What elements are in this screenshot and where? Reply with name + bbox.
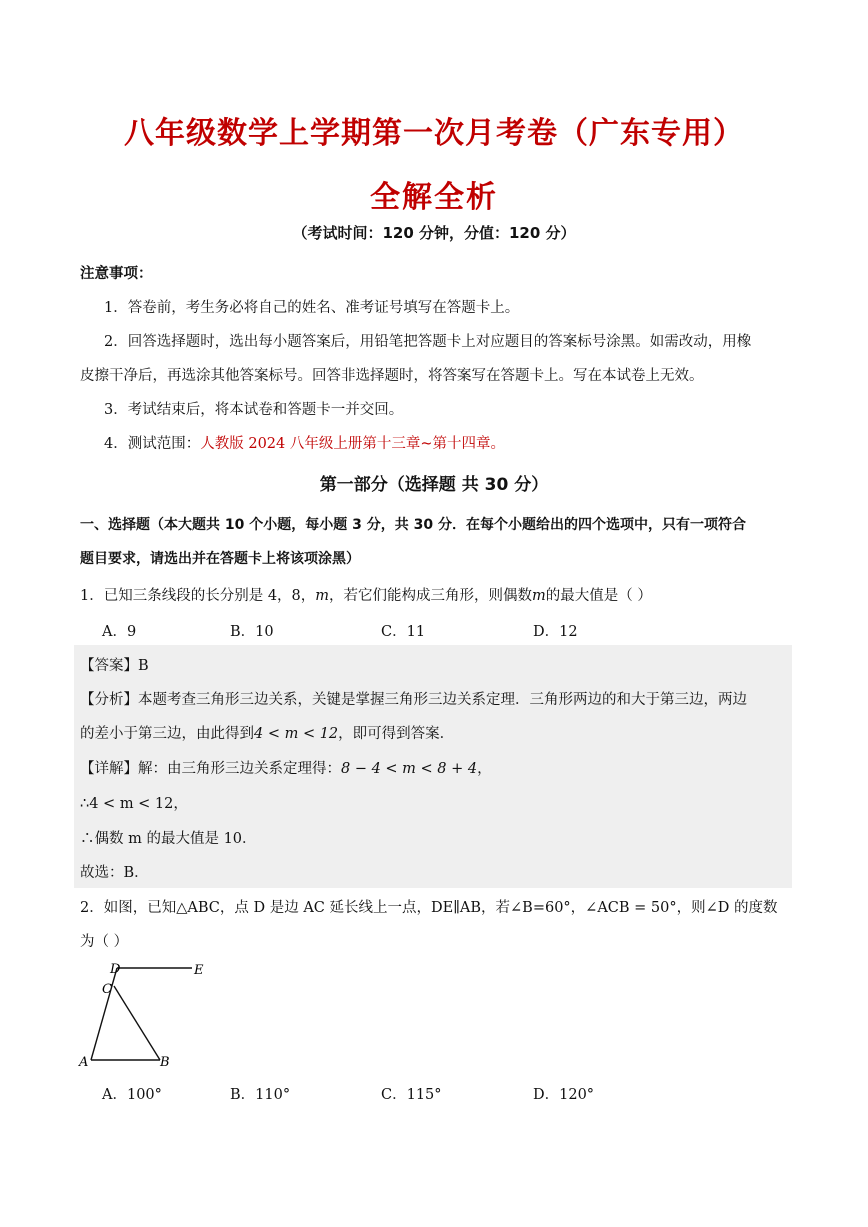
- notes-heading: 注意事项：: [80, 266, 153, 282]
- exam-info: （考试时间：120 分钟，分值：120 分）: [292, 224, 576, 242]
- q2-triangle-diagram: [74, 956, 224, 1071]
- note-item-2-line1: 2．回答选择题时，选出每小题答案后，用铅笔把答题卡上对应题目的答案标号涂黑。如需改动，用橡: [104, 334, 752, 350]
- label-e: E: [194, 963, 204, 978]
- q1-option-c: C．11: [381, 624, 426, 640]
- note-item-4-prefix: 4．测试范围：: [104, 436, 201, 452]
- q1-step-1: ∴4 < m < 12，: [80, 796, 188, 812]
- q1-answer: 【答案】B: [80, 658, 149, 674]
- q1-step-2: ∴偶数 m 的最大值是 10．: [80, 831, 257, 847]
- q2-option-b: B．110°: [230, 1087, 291, 1103]
- note-item-2-line2: 皮擦干净后，再选涂其他答案标号。回答非选择题时，将答案写在答题卡上。写在本试卷上无效。: [80, 368, 704, 384]
- label-a: A: [79, 1055, 89, 1070]
- q1-detail-text: 【详解】解：由三角形三边关系定理得：: [80, 761, 341, 777]
- q1-analysis-inequality: 4 < m < 12: [254, 726, 339, 742]
- label-d: D: [110, 962, 121, 977]
- q2-stem-line2: 为（ ）: [80, 934, 129, 950]
- label-c: C: [102, 982, 112, 997]
- q1-stem: [80, 584, 792, 605]
- line-cb: [114, 986, 160, 1060]
- q1-detail-inequality: 8 − 4 < m < 8 + 4: [341, 761, 478, 777]
- note-item-4: [104, 432, 816, 453]
- q1-analysis-text: ，即可得到答案．: [338, 726, 455, 742]
- label-b: B: [160, 1055, 170, 1070]
- section-instruction-line2: 题目要求，请选出并在答题卡上将该项涂黑）: [80, 551, 360, 567]
- q1-stem-part: 的最大值是（ ）: [545, 588, 652, 604]
- page-title: 八年级数学上学期第一次月考卷（广东专用）: [124, 116, 744, 151]
- q1-choice: 故选：B．: [80, 865, 149, 881]
- q1-var: m: [532, 588, 546, 604]
- q1-stem-part: 1．已知三条线段的长分别是 4，8，: [80, 588, 316, 604]
- q1-var: m: [315, 588, 330, 604]
- q1-option-b: B．10: [230, 624, 274, 640]
- q1-option-d: D．12: [533, 624, 578, 640]
- q2-stem-line1: 2．如图，已知△ABC，点 D 是边 AC 延长线上一点，DE∥AB，若∠B=60°，∠ACB = 50°，则∠D 的度数: [80, 900, 778, 916]
- q2-option-c: C．115°: [381, 1087, 442, 1103]
- note-item-1: 1．答卷前，考生务必将自己的姓名、准考证号填写在答题卡上。: [104, 300, 520, 316]
- q1-analysis-text: 的差小于第三边，由此得到: [80, 726, 254, 742]
- q2-option-d: D．120°: [533, 1087, 595, 1103]
- test-range: 人教版 2024 八年级上册第十三章~第十四章。: [200, 436, 506, 452]
- q1-option-a: A．9: [102, 624, 137, 640]
- q1-detail-text: ，: [477, 761, 492, 777]
- q1-analysis-line1: 【分析】本题考查三角形三边关系，关键是掌握三角形三边关系定理．三角形两边的和大于第三边，两边: [80, 692, 747, 708]
- section-instruction-line1: 一、选择题（本大题共 10 个小题，每小题 3 分，共 30 分．在每个小题给出的四个选项中，只有一项符合: [80, 517, 746, 533]
- q2-option-a: A．100°: [102, 1087, 162, 1103]
- page-subtitle: 全解全析: [370, 180, 498, 215]
- section-title: 第一部分（选择题 共 30 分）: [319, 475, 549, 495]
- q1-detail: [80, 757, 792, 778]
- note-item-3: 3．考试结束后，将本试卷和答题卡一并交回。: [104, 402, 404, 418]
- q1-stem-part: ，若它们能构成三角形，则偶数: [329, 588, 533, 604]
- q1-analysis-line2: [80, 722, 792, 743]
